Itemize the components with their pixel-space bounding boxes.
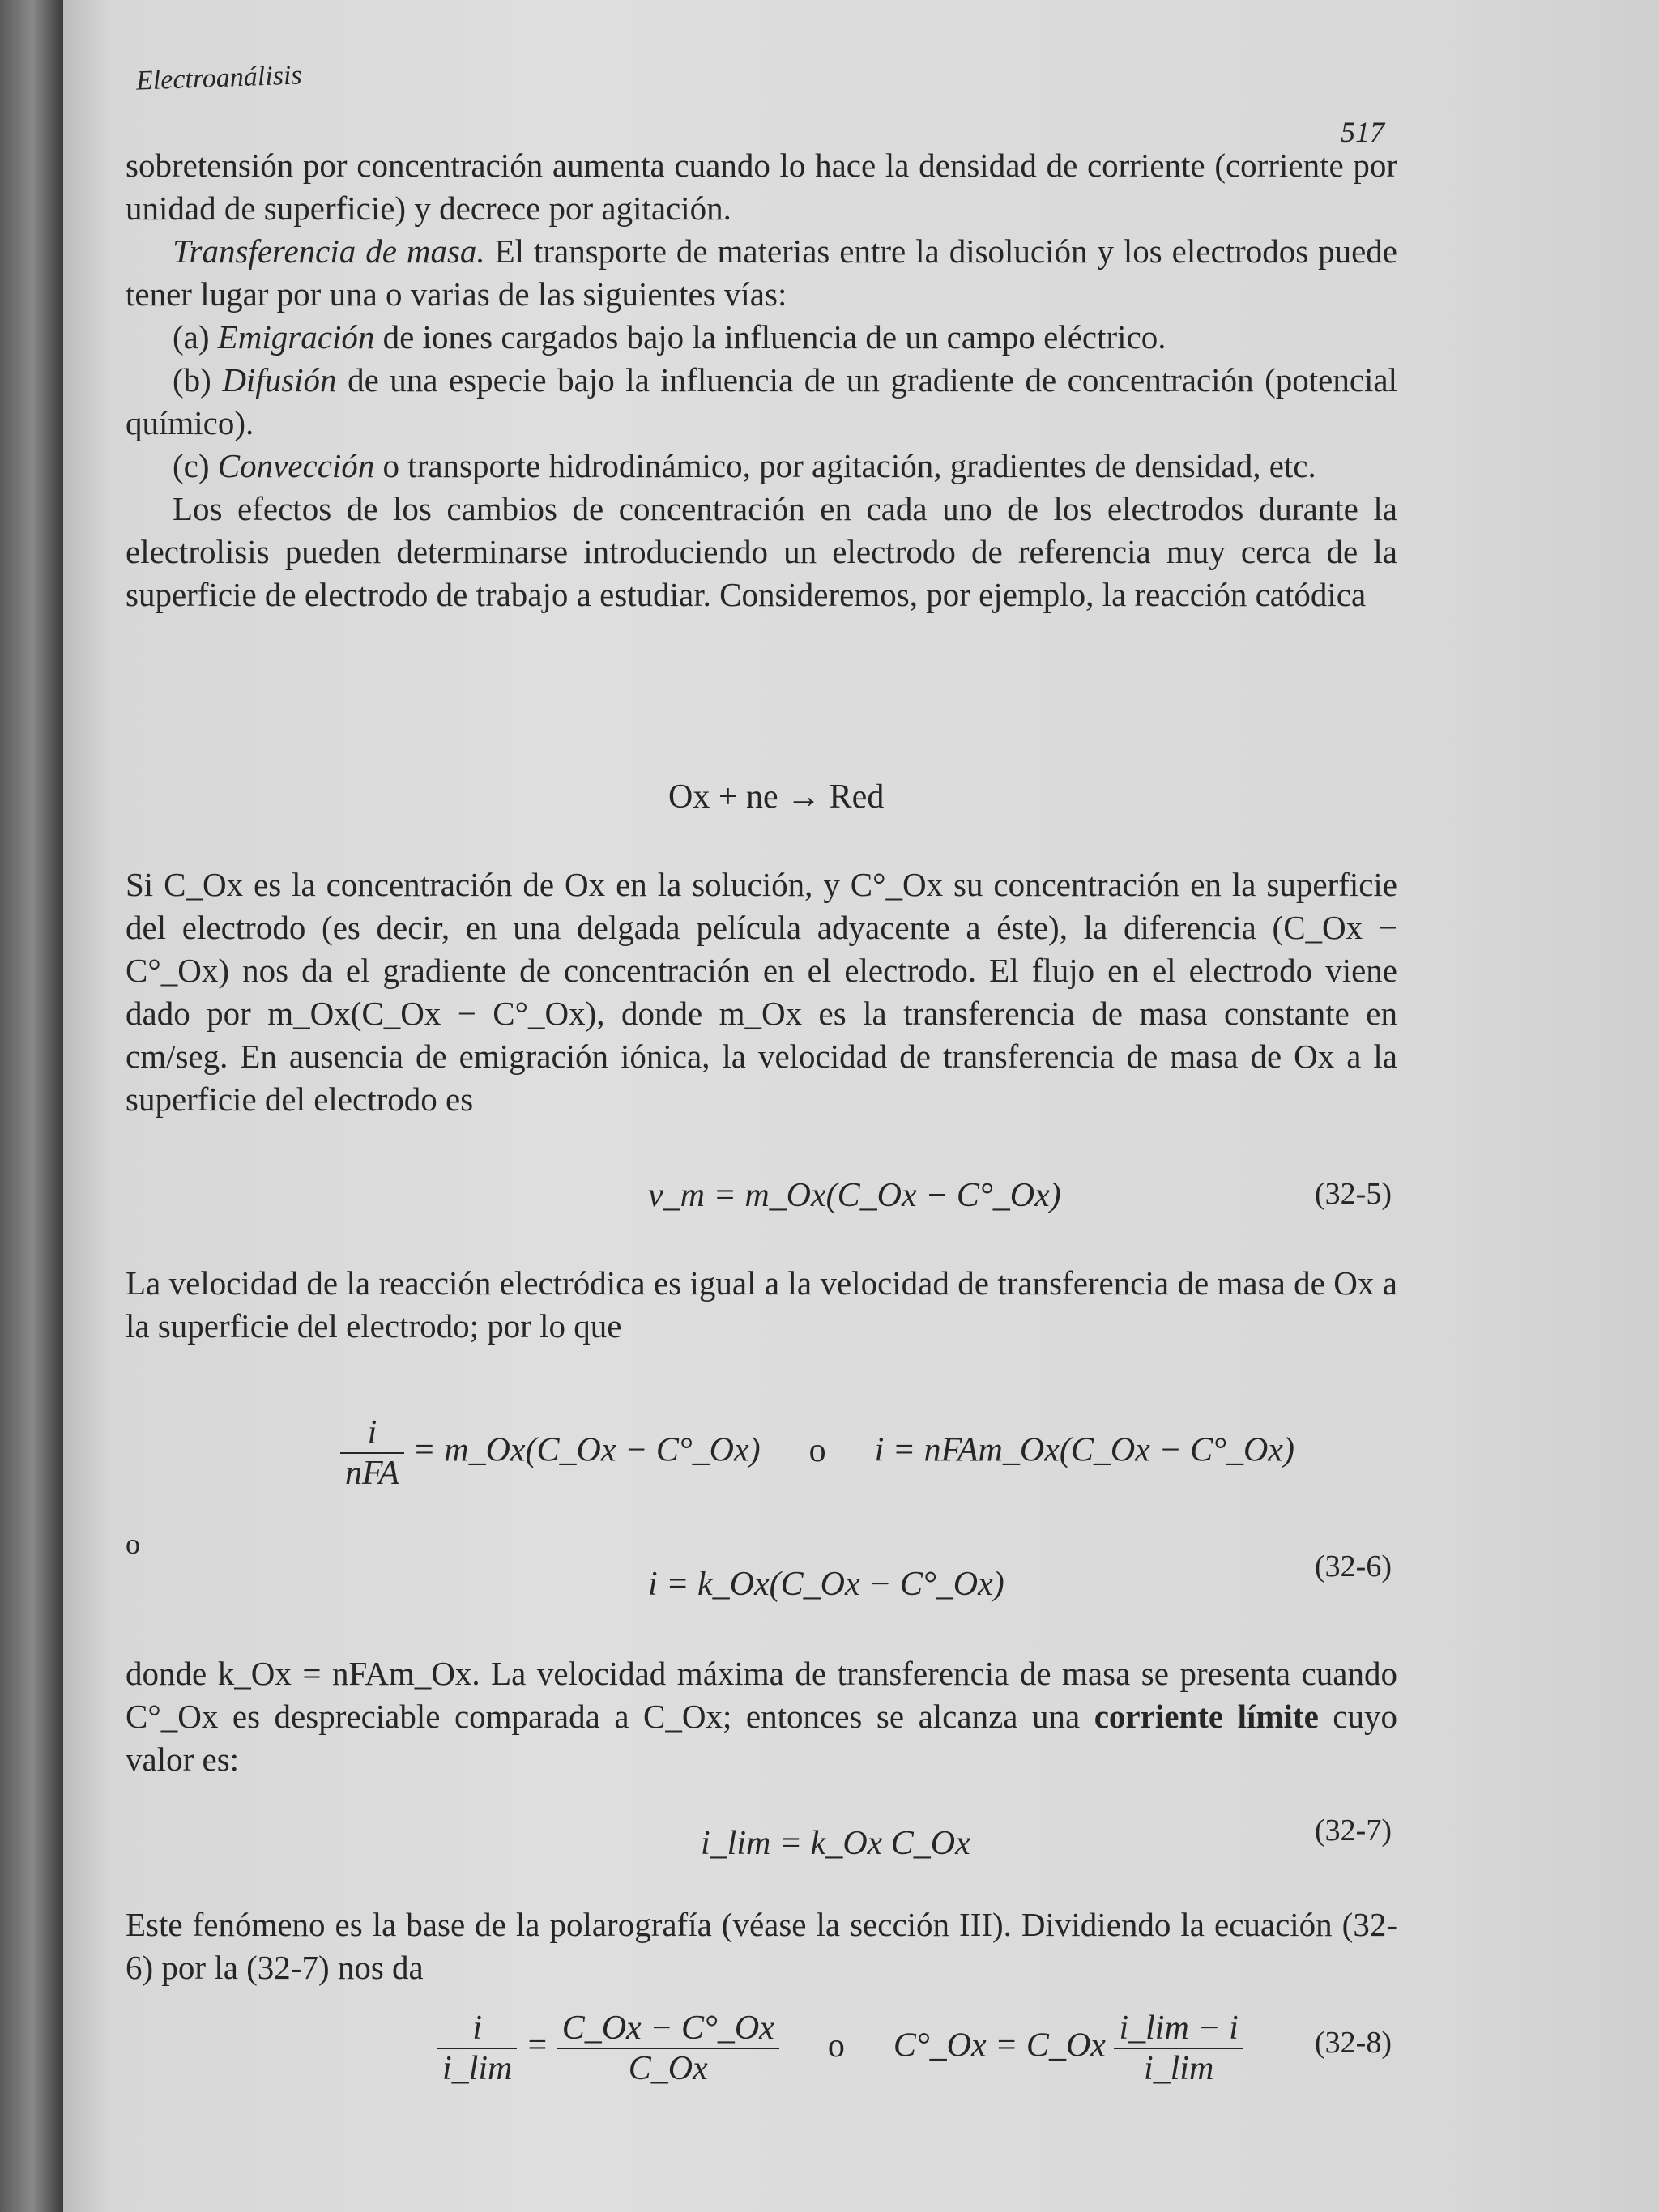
section-title: Transferencia de masa. [173, 232, 485, 270]
equation-number-32-6: (32-6) [1315, 1549, 1392, 1583]
fraction [557, 2009, 779, 2088]
list-label: (b) [173, 361, 223, 399]
paragraph-mass-transfer [126, 230, 1397, 316]
denominator: i_lim [1143, 2050, 1214, 2087]
paragraph-text: La velocidad de la reacción electródica es igual a la velocidad de transferencia de masa de Ox a la superficie del electrodo; por lo que [126, 1264, 1397, 1345]
fraction [437, 2009, 517, 2088]
equation-32-6: i = k_Ox(C_Ox − C°_Ox) [648, 1566, 1004, 1603]
paragraph-polarography [126, 1903, 1397, 1989]
denominator: C_Ox [628, 2050, 708, 2087]
connector-o [126, 1523, 288, 1566]
list-item-b [126, 359, 1397, 445]
connector: o [827, 2027, 845, 2065]
equation-number-32-8: (32-8) [1315, 2026, 1392, 2060]
numerator: i [340, 1413, 404, 1454]
equation-rhs: = m_Ox(C_Ox − C°_Ox) [403, 1431, 761, 1469]
connector-text: o [126, 1528, 140, 1560]
equation-number-32-7: (32-7) [1315, 1813, 1392, 1848]
list-item-a [126, 316, 1397, 359]
list-term: Difusión [222, 361, 337, 399]
paragraph-effects: Los efectos de los cambios de concentración en cada uno de los electrodos durante la electrolisis pueden determinarse introduciendo un electrodo de referencia muy cerca de la superficie de electrodo de trabajo a estudiar. Consideremos, por ejemplo, la reacción catódica [126, 490, 1397, 613]
denominator: i_lim [442, 2050, 513, 2087]
equation-lhs: C°_Ox = C_Ox [893, 2027, 1115, 2065]
list-body: de una especie bajo la influencia de un gradiente de concentración (potencial químico). [126, 361, 1397, 441]
paragraph-text: Si C_Ox es la concentración de Ox en la solución, y C°_Ox su concentración en la superficie del electrodo (es decir, en una delgada película adyacente a éste), la diferencia (C_Ox − C°_Ox) nos da el gradiente de concentración en el electrodo. El flujo en el electrodo viene dado por m_Ox(C_Ox − C°_Ox), donde m_Ox es la transferencia de masa constante en cm/seg. En ausencia de emigración iónica, la velocidad de transferencia de masa de Ox a la superficie del electrodo es [126, 866, 1397, 1118]
text-run: cuyo valor es: [126, 1698, 1398, 1778]
connector: o [808, 1431, 826, 1469]
equation-32-5: v_m = m_Ox(C_Ox − C°_Ox) [648, 1177, 1061, 1214]
numerator: C_Ox − C°_Ox [557, 2009, 779, 2049]
paragraph-text [126, 1652, 1397, 1781]
paragraph-text: Este fenómeno es la base de la polarografía (véase la sección III). Dividiendo la ecuación (32-6) por la (32-7) nos da [126, 1906, 1397, 1986]
paragraph-limit [126, 1652, 1397, 1781]
equation-number-32-5: (32-5) [1315, 1177, 1392, 1211]
list-item-c [126, 445, 1397, 488]
numerator: i_lim − i [1114, 2009, 1243, 2049]
equation-32-8: $\frac{i}{i\_\lim}$ = $\frac{C\_Ox - C^\circ\_Ox}{C\_Ox}$ o C°_Ox = C_Ox $\frac{i\_\lim - i}{i\_\lim}$ [437, 2009, 1243, 2088]
equation-32-7: i_lim = k_Ox C_Ox [701, 1825, 970, 1862]
bold-term: corriente límite [1094, 1698, 1319, 1735]
denominator: nFA [345, 1455, 399, 1492]
list-body: de iones cargados bajo la influencia de un campo eléctrico. [374, 318, 1166, 356]
book-gutter [0, 0, 63, 2212]
paragraph-continuation: sobretensión por concentración aumenta cuando lo hace la densidad de corriente (corriente por unidad de superficie) y decrece por agitación. [126, 147, 1397, 227]
list-term: Convección [217, 447, 375, 484]
paragraph-gradient [126, 863, 1397, 1121]
list-label: (a) [173, 318, 218, 356]
list-body: o transporte hidrodinámico, por agitación, gradientes de densidad, etc. [374, 447, 1316, 484]
equation-current-forms [340, 1413, 1294, 1493]
text-run: donde k_Ox = nFAm_Ox. La velocidad máxima de transferencia de masa se presenta cuando C°_Ox es despreciable comparada a C_Ox; entonces se alcanza una [126, 1655, 1397, 1735]
running-head: Electroanálisis [135, 60, 303, 96]
paragraph-rate [126, 1262, 1397, 1348]
list-term: Emigración [217, 318, 375, 356]
fraction [340, 1413, 404, 1493]
equation-alt: i = nFAm_Ox(C_Ox − C°_Ox) [874, 1431, 1294, 1469]
list-label: (c) [173, 447, 218, 484]
page-number: 517 [1341, 116, 1384, 148]
numerator: i [437, 2009, 517, 2049]
section-body: El transporte de materias entre la disolución y los electrodos puede tener lugar por una o varias de las siguientes vías: [126, 232, 1397, 313]
fraction [1114, 2009, 1243, 2088]
intro-block [126, 144, 1397, 616]
reaction-equation: Ox + ne → Red [668, 778, 885, 816]
